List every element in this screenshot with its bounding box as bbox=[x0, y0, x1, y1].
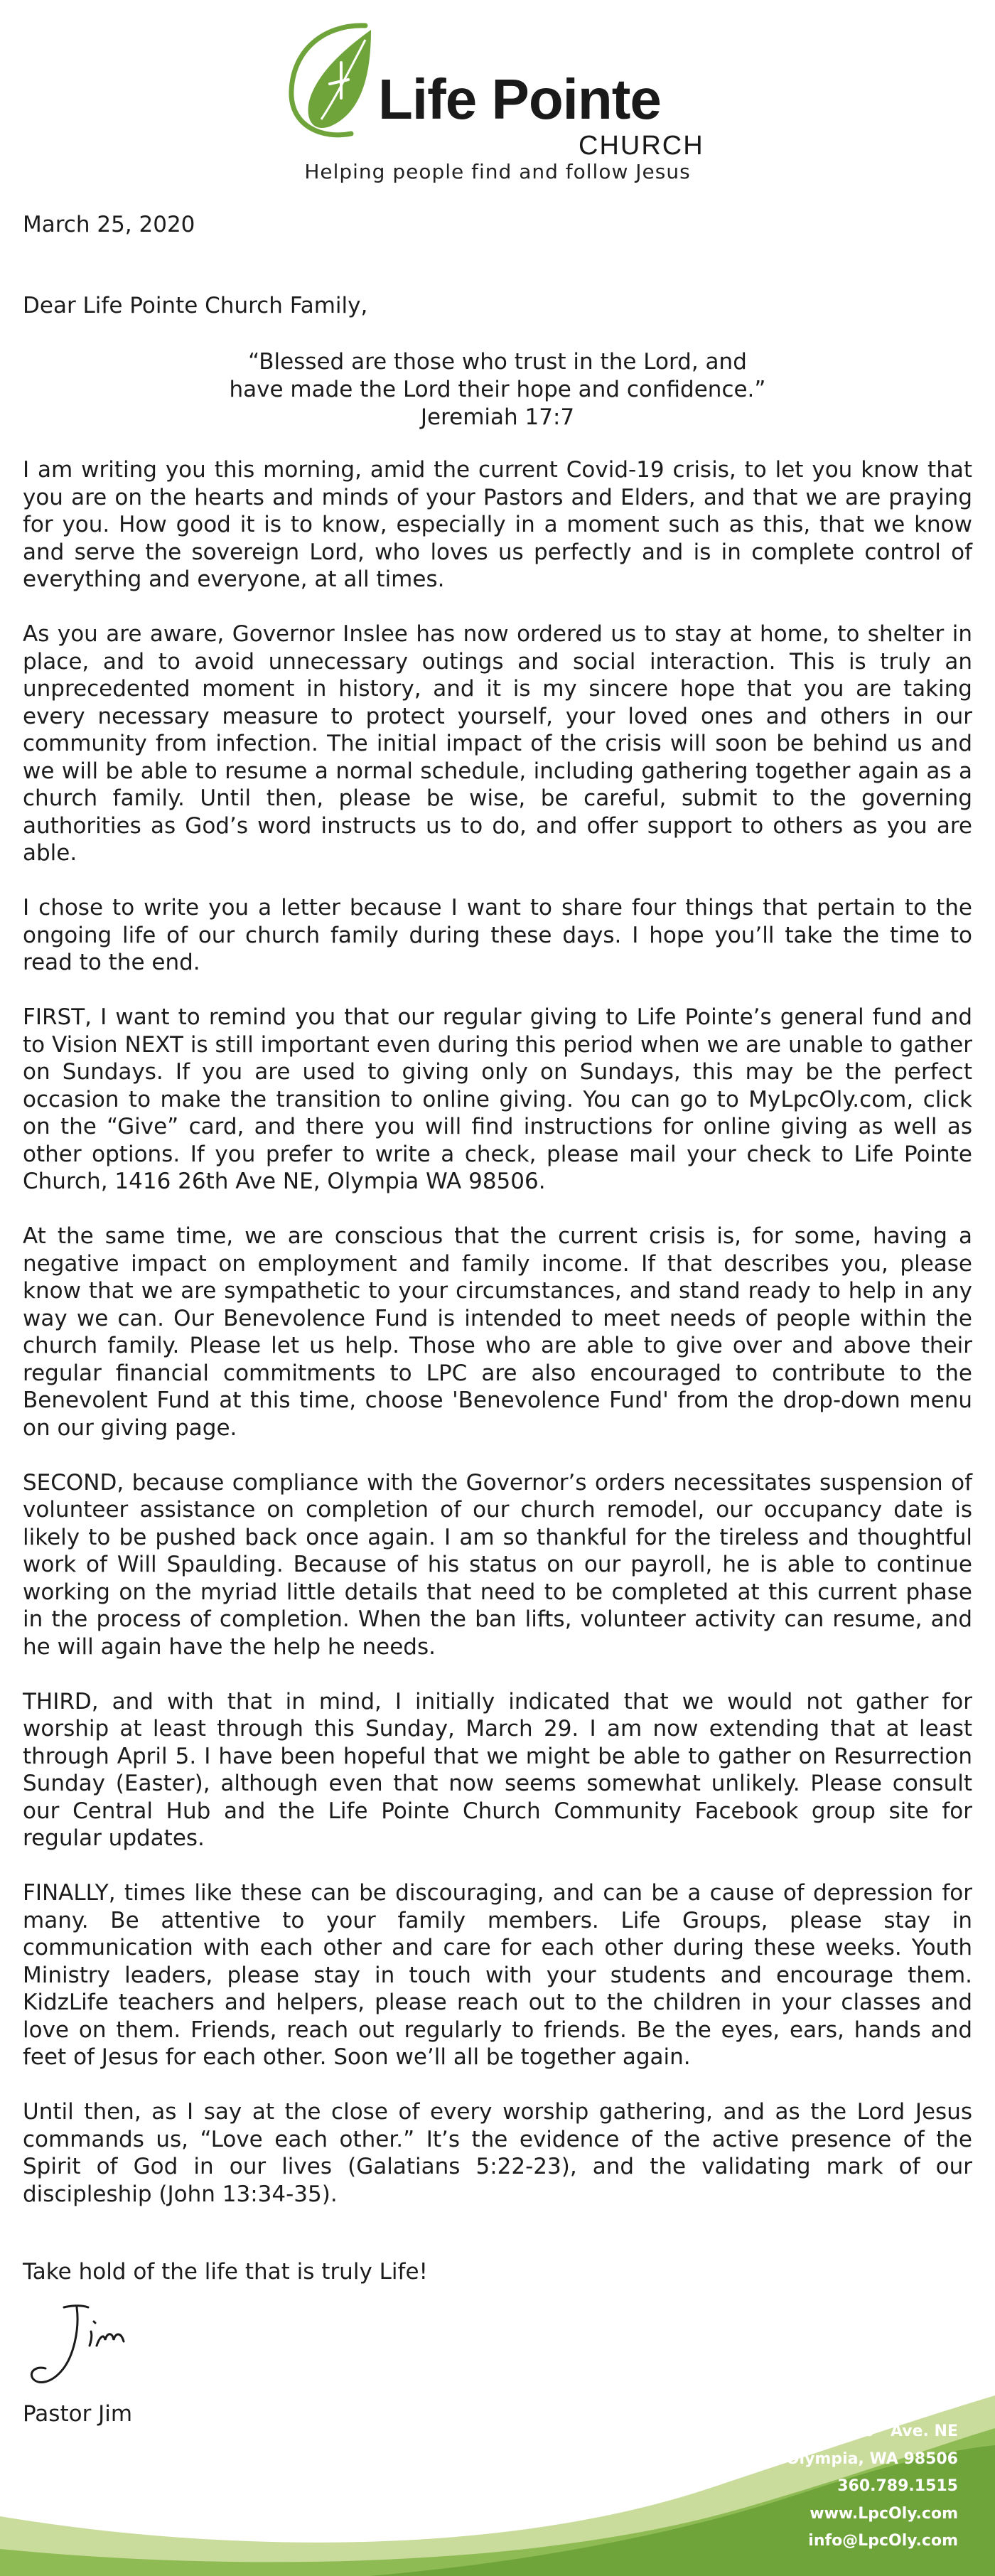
paragraph: I chose to write you a letter because I want to share four things that pertain to the ongoing life of our church family during these days. I hope you’ll take the time to read to the end. bbox=[23, 895, 972, 975]
paragraph: THIRD, and with that in mind, I initially indicated that we would not gather for worship at least through this Sunday, March 29. I am now extending that at least through April 5. I have been hopeful that we might be able to gather on Resurrection Sunday (Easter), although even that now seems somewhat unlikely. Please consult our Central Hub and the Life Pointe Church Community Facebook group site for regular updates. bbox=[23, 1688, 972, 1851]
paragraph: FINALLY, times like these can be discouraging, and can be a cause of depression for many. Be attentive to your family members. Life Groups, please stay in communication with each other and care for each other during these weeks. Youth Ministry leaders, please stay in touch with your students and encourage them. KidzLife teachers and helpers, please reach out to the children in your classes and love on them. Friends, reach out regularly to friends. Be the eyes, ears, hands and feet of Jesus for each other. Soon we’ll all be together again. bbox=[23, 1880, 972, 2070]
verse-line: have made the Lord their hope and confidence.” bbox=[229, 377, 766, 402]
paragraph: As you are aware, Governor Inslee has now ordered us to stay at home, to shelter in place, and to avoid unnecessary outings and social interaction. This is truly an unprecedented moment in history, and it is my sincere hope that you are taking every necessary measure to protect yourself, your loved ones and others in our community from infection. The initial impact of the crisis will soon be behind us and we will be able to resume a normal schedule, including gathering together again as a church family. Until then, please be wise, be careful, submit to the governing authorities as God’s word instructs us to do, and offer support to others as you are able. bbox=[23, 621, 972, 866]
letter-date: March 25, 2020 bbox=[23, 212, 195, 237]
church-subtitle: CHURCH bbox=[579, 131, 704, 161]
paragraph: SECOND, because compliance with the Governor’s orders necessitates suspension of volunteer assistance on completion of our church remodel, our occupancy date is likely to be pushed back once again. I am so thankful for the tireless and thoughtful work of Will Spaulding. Because of his status on our payroll, he is able to continue working on the myriad little details that need to be completed at this current phase in the process of completion. When the ban lifts, volunteer activity can resume, and he will again have the help he needs. bbox=[23, 1469, 972, 1660]
paragraph: Until then, as I say at the close of every worship gathering, and as the Lord Jesus commands us, “Love each other.” It’s the evidence of the active presence of the Spirit of God in our lives (Galatians 5:22-23), and the validating mark of our discipleship (John 13:34-35). bbox=[23, 2099, 972, 2207]
city-line: Olympia, WA 98506 bbox=[785, 2449, 958, 2468]
signer-name: Pastor Jim bbox=[23, 2401, 133, 2427]
church-name: Life Pointe bbox=[378, 68, 661, 131]
tagline: Helping people find and follow Jesus bbox=[304, 160, 691, 183]
salutation: Dear Life Pointe Church Family, bbox=[23, 293, 368, 318]
paragraph: At the same time, we are conscious that the current crisis is, for some, having a negative impact on employment and family income. If that describes you, please know that we are sympathetic to your circumstances, and stand ready to help in any way we can. Our Benevolence Fund is intended to meet needs of people within the church family. Please let us help. Those who are able to give over and above their regular financial commitments to LPC are also encouraged to contribute to the Benevolent Fund at this time, choose 'Benevolence Fund' from the drop-down menu on our giving page. bbox=[23, 1223, 972, 1441]
letter-body bbox=[23, 456, 972, 2236]
address-line: 1416 26th Ave. NE bbox=[803, 2422, 958, 2440]
verse-line: “Blessed are those who trust in the Lord, and bbox=[248, 349, 747, 375]
contact-info bbox=[786, 2418, 958, 2555]
paragraph: FIRST, I want to remind you that our regular giving to Life Pointe’s general fund and to Vision NEXT is still important even during this period when we are unable to gather on Sundays. If you are used to giving only on Sundays, this may be the perfect occasion to make the transition to online giving. You can go to MyLpcOly.com, click on the “Give” card, and there you will find instructions for online giving as well as other options. If you prefer to write a check, please mail your check to Life Pointe Church, 1416 26th Ave NE, Olympia WA 98506. bbox=[23, 1004, 972, 1194]
handwritten-signature bbox=[20, 2300, 134, 2393]
email-link[interactable]: info@LpcOly.com bbox=[808, 2532, 958, 2550]
paragraph: I am writing you this morning, amid the current Covid-19 crisis, to let you know that you are on the hearts and minds of your Pastors and Elders, and that we are praying for you. How good it is to know, especially in a moment such as this, that we know and serve the sovereign Lord, who loves us perfectly and is in complete control of everything and everyone, at all times. bbox=[23, 457, 972, 592]
leaf-logo-icon bbox=[280, 20, 387, 141]
scripture-quote bbox=[0, 348, 995, 431]
closing-line: Take hold of the life that is truly Life! bbox=[23, 2259, 428, 2285]
phone-number: 360.789.1515 bbox=[837, 2477, 958, 2495]
letterhead bbox=[0, 0, 995, 192]
verse-reference: Jeremiah 17:7 bbox=[420, 404, 575, 430]
website-link[interactable]: www.LpcOly.com bbox=[810, 2504, 958, 2523]
